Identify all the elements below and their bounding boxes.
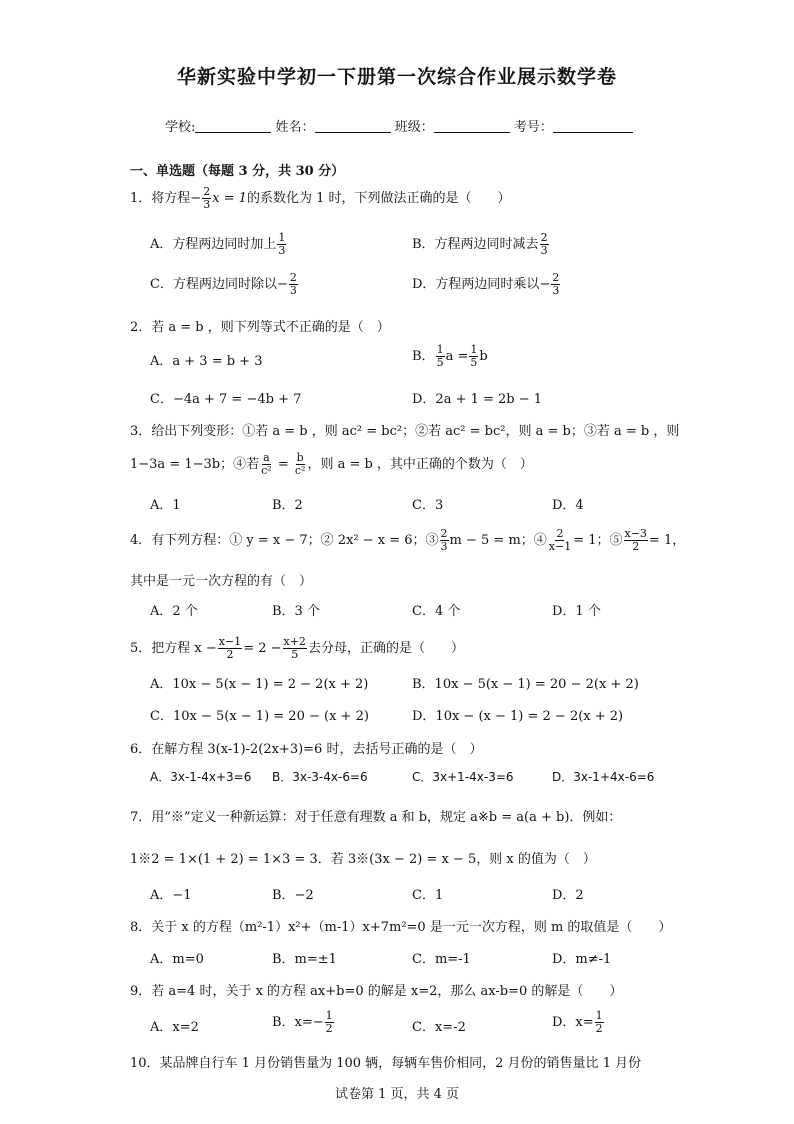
question-7-line-2: 1※2 = 1×(1 + 2) = 1×3 = 3．若 3※(3x − 2) = x − 5，则 x 的值为（ ）: [130, 852, 596, 867]
question-6-option-a[interactable]: A．3x-1-4x+3=6: [150, 770, 252, 784]
question-8-option-c[interactable]: C．m=-1: [412, 952, 471, 967]
question-5-option-b[interactable]: B．10x − 5(x − 1) = 20 − 2(x + 2): [412, 677, 639, 692]
question-2-stem: 2．若 a = b ，则下列等式不正确的是（ ）: [130, 320, 390, 335]
question-7-option-d[interactable]: D．2: [552, 888, 584, 903]
class-label: 班级：: [394, 120, 434, 135]
question-5-option-c[interactable]: C．10x − 5(x − 1) = 20 − (x + 2): [150, 709, 369, 724]
page-footer: 试卷第 1 页，共 4 页: [334, 1087, 460, 1102]
question-3-option-a[interactable]: A．1: [150, 498, 181, 513]
question-3-line-2: 1−3a = 1−3b；④若 $\frac{a}{\text{c²}}$ = $\frac{b}{\text{c²}}$ ，则 a = b ，其中正确的个数为（ ）: [130, 451, 533, 477]
question-8-option-d[interactable]: D．m≠-1: [552, 952, 612, 967]
section-heading: 一、单选题（每题 3 分，共 30 分）: [130, 164, 345, 179]
name-label: 姓名：: [275, 120, 315, 135]
question-8-option-b[interactable]: B．m=±1: [272, 952, 337, 967]
question-2-option-c[interactable]: C．−4a + 7 = −4b + 7: [150, 392, 302, 407]
student-info-line: [165, 116, 633, 135]
question-7-option-c[interactable]: C．1: [412, 888, 444, 903]
page-title: 华新实验中学初一下册第一次综合作业展示数学卷: [176, 66, 617, 88]
question-1-option-d[interactable]: D．方程两边同时乘以− $\frac{2}{3}$: [412, 271, 560, 297]
question-7-option-b[interactable]: B．−2: [272, 888, 314, 903]
question-4-line-2: 其中是一元一次方程的有（ ）: [130, 574, 313, 589]
question-7-option-a[interactable]: A．−1: [150, 888, 192, 903]
number-label: 考号：: [513, 120, 553, 135]
question-5-stem: 5．把方程 x − $\frac{x-1}{2}$ = 2 − $\frac{x+2}{5}$ 去分母，正确的是（ ）: [130, 635, 464, 661]
question-3-line-1: 3．给出下列变形：①若 a = b ，则 ac² = bc²；②若 ac² = bc²，则 a = b；③若 a = b ，则: [130, 424, 680, 439]
class-field[interactable]: [434, 118, 510, 133]
question-10-stem: 10．某品牌自行车 1 月份销售量为 100 辆，每辆车售价相同，2 月份的销售量比 1 月份: [130, 1056, 642, 1071]
question-7-line-1: 7．用“※”定义一种新运算：对于任意有理数 a 和 b，规定 a※b = a(a + b)．例如：: [130, 810, 622, 825]
question-9-option-c[interactable]: C．x=-2: [412, 1020, 466, 1035]
question-3-option-d[interactable]: D．4: [552, 498, 584, 513]
question-9-option-a[interactable]: A．x=2: [150, 1020, 199, 1035]
name-field[interactable]: [315, 118, 391, 133]
question-9-stem: 9．若 a=4 时，关于 x 的方程 ax+b=0 的解是 x=2，那么 ax-b=0 的解是（ ）: [130, 984, 623, 999]
question-6-stem: 6．在解方程 3(x-1)-2(2x+3)=6 时，去括号正确的是（ ）: [130, 742, 483, 757]
number-field[interactable]: [553, 118, 633, 133]
school-field[interactable]: [195, 118, 271, 133]
question-8-option-a[interactable]: A．m=0: [150, 952, 204, 967]
question-6-option-b[interactable]: B．3x-3-4x-6=6: [272, 770, 368, 784]
question-1-option-a[interactable]: A．方程两边同时加上 $\frac{1}{3}$: [150, 231, 286, 257]
fraction: $\frac{2}{3}$: [203, 185, 211, 211]
question-2-option-a[interactable]: A．a + 3 = b + 3: [150, 354, 263, 369]
question-4-line-1: 4．有下列方程：① y = x − 7；② 2x² − x = 6；③ $\frac{2}{3}$ m − 5 = m；④ $\frac{2}{x-1}$ = 1；⑤ $\frac{x-3}{2}$ = 1，: [130, 527, 686, 553]
question-5-option-d[interactable]: D．10x − (x − 1) = 2 − 2(x + 2): [412, 709, 624, 724]
question-1-stem: 1．将方程− $\frac{2}{3}$ x = 1的系数化为 1 时，下列做法正确的是（ ）: [130, 185, 511, 211]
question-4-option-b[interactable]: B．3 个: [272, 604, 320, 619]
question-9-option-d[interactable]: D．x= $\frac{1}{2}$: [552, 1009, 603, 1035]
question-6-option-d[interactable]: D．3x-1+4x-6=6: [552, 770, 655, 784]
question-4-option-d[interactable]: D．1 个: [552, 604, 601, 619]
question-6-option-c[interactable]: C．3x+1-4x-3=6: [412, 770, 514, 784]
question-4-option-a[interactable]: A．2 个: [150, 604, 198, 619]
question-1-option-b[interactable]: B．方程两边同时减去 $\frac{2}{3}$: [412, 231, 548, 257]
school-label: 学校:: [165, 120, 196, 135]
question-5-option-a[interactable]: A．10x − 5(x − 1) = 2 − 2(x + 2): [150, 677, 369, 692]
question-8-stem: 8．关于 x 的方程（m²-1）x²+（m-1）x+7m²=0 是一元一次方程，则 m 的取值是（ ）: [130, 920, 672, 935]
question-9-option-b[interactable]: B．x=− $\frac{1}{2}$: [272, 1009, 333, 1035]
question-2-option-d[interactable]: D．2a + 1 = 2b − 1: [412, 392, 543, 407]
question-3-option-c[interactable]: C．3: [412, 498, 444, 513]
question-1-option-c[interactable]: C．方程两边同时除以− $\frac{2}{3}$: [150, 271, 297, 297]
question-3-option-b[interactable]: B．2: [272, 498, 303, 513]
question-4-option-c[interactable]: C．4 个: [412, 604, 461, 619]
question-2-option-b[interactable]: B． $\frac{1}{5}$ a = $\frac{1}{5}$ b: [412, 343, 488, 369]
